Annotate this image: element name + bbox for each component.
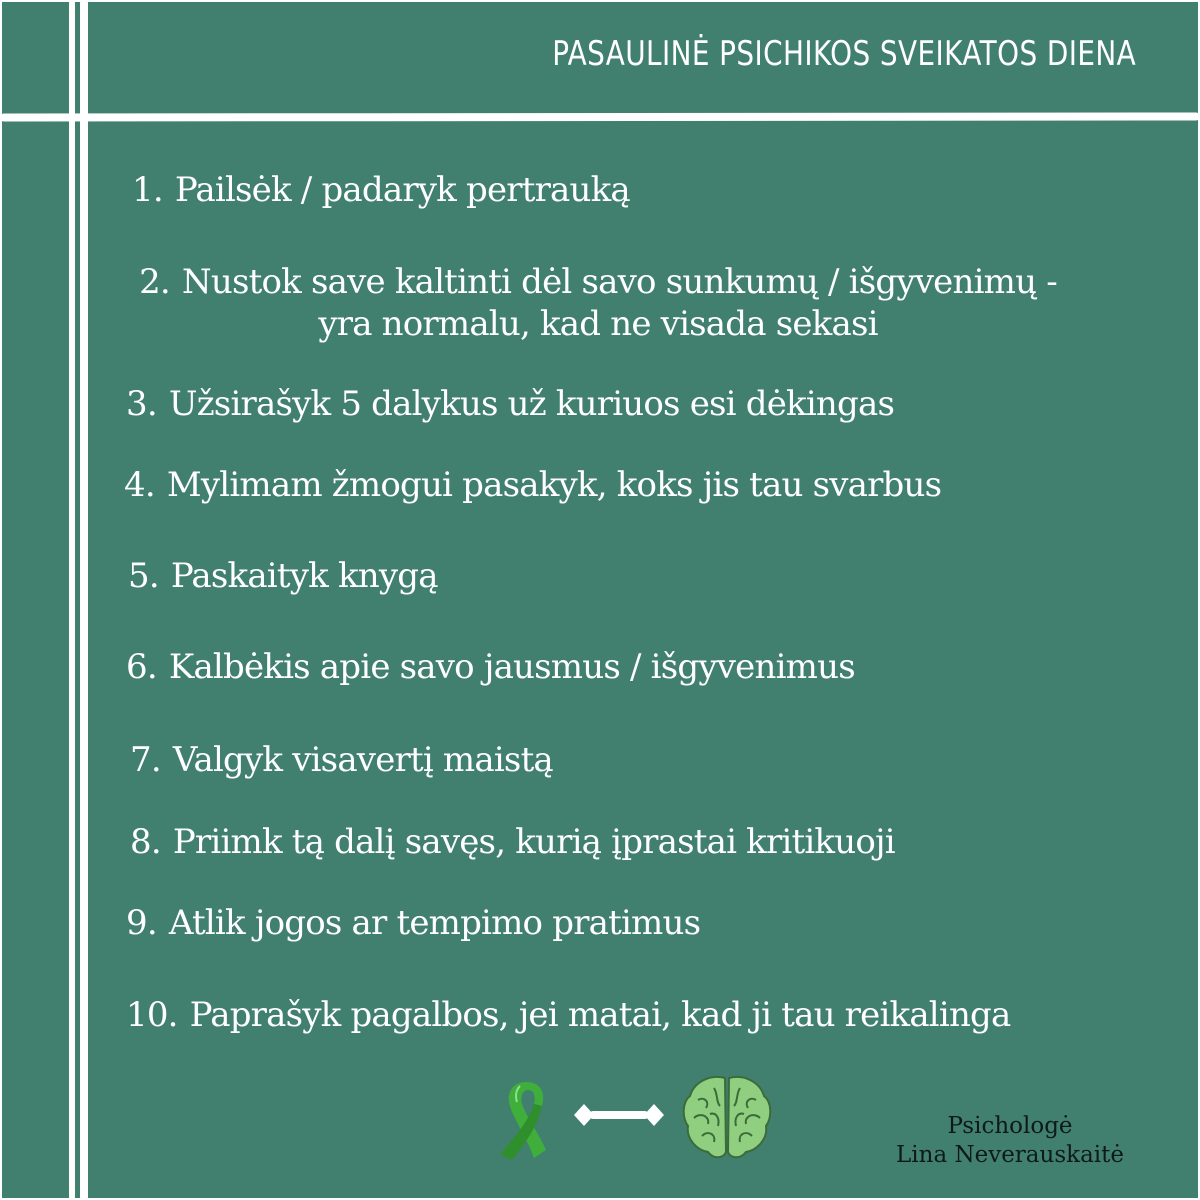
dumbbell-icon: [574, 1100, 664, 1130]
tip-number: 6.: [126, 647, 157, 687]
frame-border-left: [0, 0, 2, 1200]
tip-text: Priimk tą dalį savęs, kurią įprastai kritikuoji: [172, 822, 895, 862]
tip-number: 5.: [128, 556, 159, 596]
tip-number: 9.: [126, 903, 157, 943]
frame-border-top: [0, 0, 1200, 2]
chalk-line-horizontal: [0, 112, 1200, 121]
chalk-line-vertical-1: [69, 0, 75, 1200]
tip-item-2: [118, 261, 1078, 345]
tip-item-5: [128, 556, 438, 596]
tip-text: Paskaityk knygą: [170, 556, 438, 596]
tip-text: Užsirašyk 5 dalykus už kuriuos esi dėkingas: [168, 384, 895, 424]
tip-item-8: [130, 822, 895, 862]
tip-number: 10.: [126, 995, 178, 1035]
chalk-line-vertical-2: [80, 0, 88, 1200]
tip-item-3: [126, 384, 894, 424]
tip-number: 7.: [130, 740, 161, 780]
tip-number: 8.: [130, 822, 161, 862]
tip-item-6: [126, 647, 855, 687]
tip-text: Paprašyk pagalbos, jei matai, kad ji tau reikalinga: [189, 995, 1011, 1035]
page-title: PASAULINĖ PSICHIKOS SVEIKATOS DIENA: [552, 34, 1136, 74]
tip-text: Valgyk visavertį maistą: [172, 740, 553, 780]
tip-item-1: [132, 170, 630, 210]
green-ribbon-icon: [490, 1076, 560, 1162]
signature-name: Lina Neverauskaitė: [896, 1142, 1124, 1168]
tip-number: 2.: [139, 262, 170, 302]
signature: [890, 1112, 1130, 1170]
tip-number: 4.: [124, 465, 155, 505]
footer-icons: [490, 1072, 790, 1162]
tip-item-10: [126, 995, 1010, 1035]
tip-item-9: [126, 903, 700, 943]
tip-number: 1.: [132, 170, 163, 210]
tip-text: Kalbėkis apie savo jausmus / išgyvenimus: [168, 647, 855, 687]
tip-text: Nustok save kaltinti dėl savo sunkumų / išgyvenimų - yra normalu, kad ne visada sekasi: [181, 262, 1057, 344]
tip-item-7: [130, 740, 553, 780]
tip-text: Atlik jogos ar tempimo pratimus: [168, 903, 701, 943]
signature-role: Psichologė: [947, 1113, 1073, 1139]
tip-text: Pailsėk / padaryk pertrauką: [174, 170, 630, 210]
tip-number: 3.: [126, 384, 157, 424]
tip-text: Mylimam žmogui pasakyk, koks jis tau svarbus: [166, 465, 942, 505]
tip-item-4: [124, 465, 941, 505]
brain-icon: [680, 1072, 774, 1162]
